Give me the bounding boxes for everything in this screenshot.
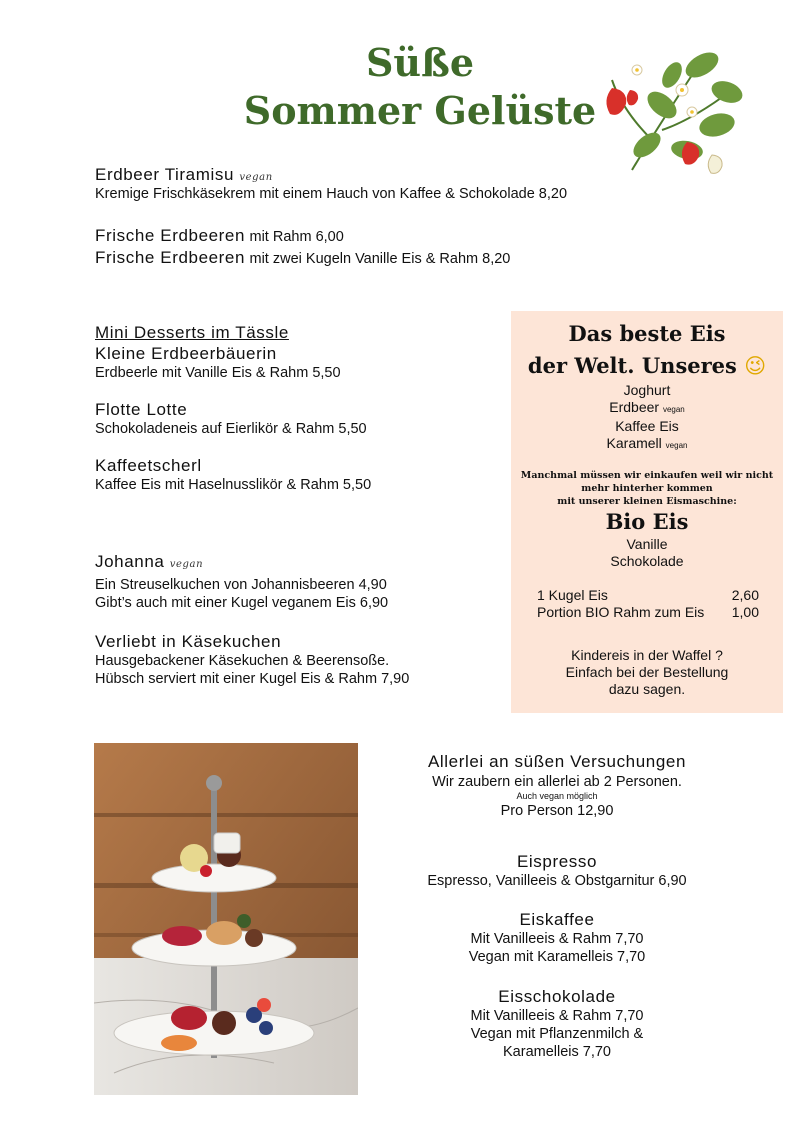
price-label: 1 Kugel Eis: [537, 587, 608, 603]
flavor-item: Joghurt: [623, 382, 671, 398]
bio-flavor-item: Vanille: [626, 536, 668, 552]
bio-flavor-list: [511, 536, 783, 570]
vegan-tag: vegan: [665, 441, 688, 450]
item-johanna: [95, 551, 495, 612]
allerlei-vegan-note: Auch vegan möglich: [516, 791, 598, 801]
price-row: [537, 604, 759, 621]
item-name: Kleine Erdbeerbäuerin: [95, 344, 277, 363]
title-line-1: Süße: [365, 40, 475, 85]
item-description: Kaffee Eis mit Haselnusslikör & Rahm 5,50: [95, 477, 372, 493]
allerlei-title: Allerlei an süßen Versuchungen: [427, 752, 687, 771]
ice-cream-box: [511, 311, 783, 713]
price-value: 2,60: [731, 587, 759, 603]
eispresso-title: Eispresso: [516, 852, 598, 871]
eisschokolade-desc-3: Karamelleis 7,70: [503, 1044, 611, 1060]
eiskaffee-section: [398, 910, 716, 966]
eiskaffee-desc-2: Vegan mit Karamelleis 7,70: [468, 949, 646, 965]
item-frische-erdbeeren-eis: [95, 248, 655, 268]
vegan-tag: vegan: [169, 559, 204, 570]
item-description-1: Ein Streuselkuchen von Johannisbeeren 4,90: [95, 577, 387, 593]
icebox-title-1: Das beste Eis: [568, 321, 726, 346]
icebox-note: [511, 469, 783, 508]
item-description-1: Hausgebackener Käsekuchen & Beerensoße.: [95, 653, 390, 669]
flavor-item: Karamell vegan: [606, 435, 688, 451]
kids-note: [511, 647, 783, 698]
allerlei-price: Pro Person 12,90: [500, 803, 614, 819]
price-row: [537, 587, 759, 604]
item-erdbeer-tiramisu: [95, 165, 655, 203]
kids-line: dazu sagen.: [608, 681, 686, 697]
bio-flavor-item: Schokolade: [610, 553, 684, 569]
vegan-tag: vegan: [662, 405, 685, 414]
mini-desserts-heading: Mini Desserts im Tässle: [95, 323, 289, 342]
item-name: Frische Erdbeeren: [95, 226, 246, 245]
kids-line: Einfach bei der Bestellung: [565, 664, 729, 680]
eisschokolade-desc-2: Vegan mit Pflanzenmilch &: [470, 1026, 644, 1042]
icebox-title-2: [511, 350, 783, 382]
item-kaesekuchen: [95, 632, 495, 688]
note-line: Manchmal müssen wir einkaufen weil wir nicht: [520, 470, 774, 481]
item-description-2: Hübsch serviert mit einer Kugel Eis & Rahm 7,90: [95, 671, 410, 687]
flavor-item: Kaffee Eis: [615, 418, 679, 434]
eisschokolade-section: [398, 987, 716, 1061]
flavor-item: Erdbeer vegan: [609, 399, 685, 415]
title-line-2: Sommer Gelüste: [243, 88, 597, 133]
item-description: Kremige Frischkäsekrem mit einem Hauch von Kaffee & Schokolade 8,20: [95, 186, 568, 202]
item-description-2: Gibt’s auch mit einer Kugel veganem Eis 6,90: [95, 595, 389, 611]
eisschokolade-desc-1: Mit Vanilleeis & Rahm 7,70: [470, 1008, 644, 1024]
item-description: Schokoladeneis auf Eierlikör & Rahm 5,50: [95, 421, 367, 437]
price-table: [537, 587, 759, 621]
item-frische-erdbeeren-rahm: [95, 226, 655, 246]
wink-emoji-icon: 😉: [744, 354, 767, 378]
item-name: Verliebt in Käsekuchen: [95, 632, 282, 651]
vegan-tag: vegan: [239, 172, 273, 183]
icebox-title-2-text: der Welt. Unseres: [527, 353, 737, 378]
price-value: 1,00: [731, 604, 759, 620]
page-title: [230, 40, 610, 136]
eisschokolade-title: Eisschokolade: [498, 987, 616, 1006]
item-description: mit zwei Kugeln Vanille Eis & Rahm 8,20: [249, 251, 511, 267]
etagere-dessert-photo: [94, 743, 358, 1095]
allerlei-desc: Wir zaubern ein allerlei ab 2 Personen.: [432, 774, 682, 790]
item-description: Erdbeerle mit Vanille Eis & Rahm 5,50: [95, 365, 341, 381]
item-name: Frische Erdbeeren: [95, 248, 246, 267]
flavor-list: [511, 382, 783, 454]
item-name: Johanna: [95, 552, 165, 571]
eispresso-section: [398, 852, 716, 890]
kids-line: Kindereis in der Waffel ?: [571, 647, 723, 663]
eiskaffee-title: Eiskaffee: [519, 910, 595, 929]
note-line: mit unserer kleinen Eismaschine:: [557, 496, 737, 507]
allerlei-section: [398, 751, 716, 820]
item-description: mit Rahm 6,00: [249, 229, 344, 245]
mini-desserts-section: [95, 322, 495, 494]
item-name: Flotte Lotte: [95, 400, 188, 419]
item-name: Erdbeer Tiramisu: [95, 165, 235, 184]
price-label: Portion BIO Rahm zum Eis: [537, 604, 705, 620]
eispresso-desc: Espresso, Vanilleeis & Obstgarnitur 6,90: [427, 873, 687, 889]
strawberry-plant-icon: [592, 30, 752, 180]
bio-eis-title: Bio Eis: [605, 509, 689, 534]
item-name: Kaffeetscherl: [95, 456, 202, 475]
note-line: mehr hinterher kommen: [581, 483, 713, 494]
eiskaffee-desc-1: Mit Vanilleeis & Rahm 7,70: [470, 931, 644, 947]
